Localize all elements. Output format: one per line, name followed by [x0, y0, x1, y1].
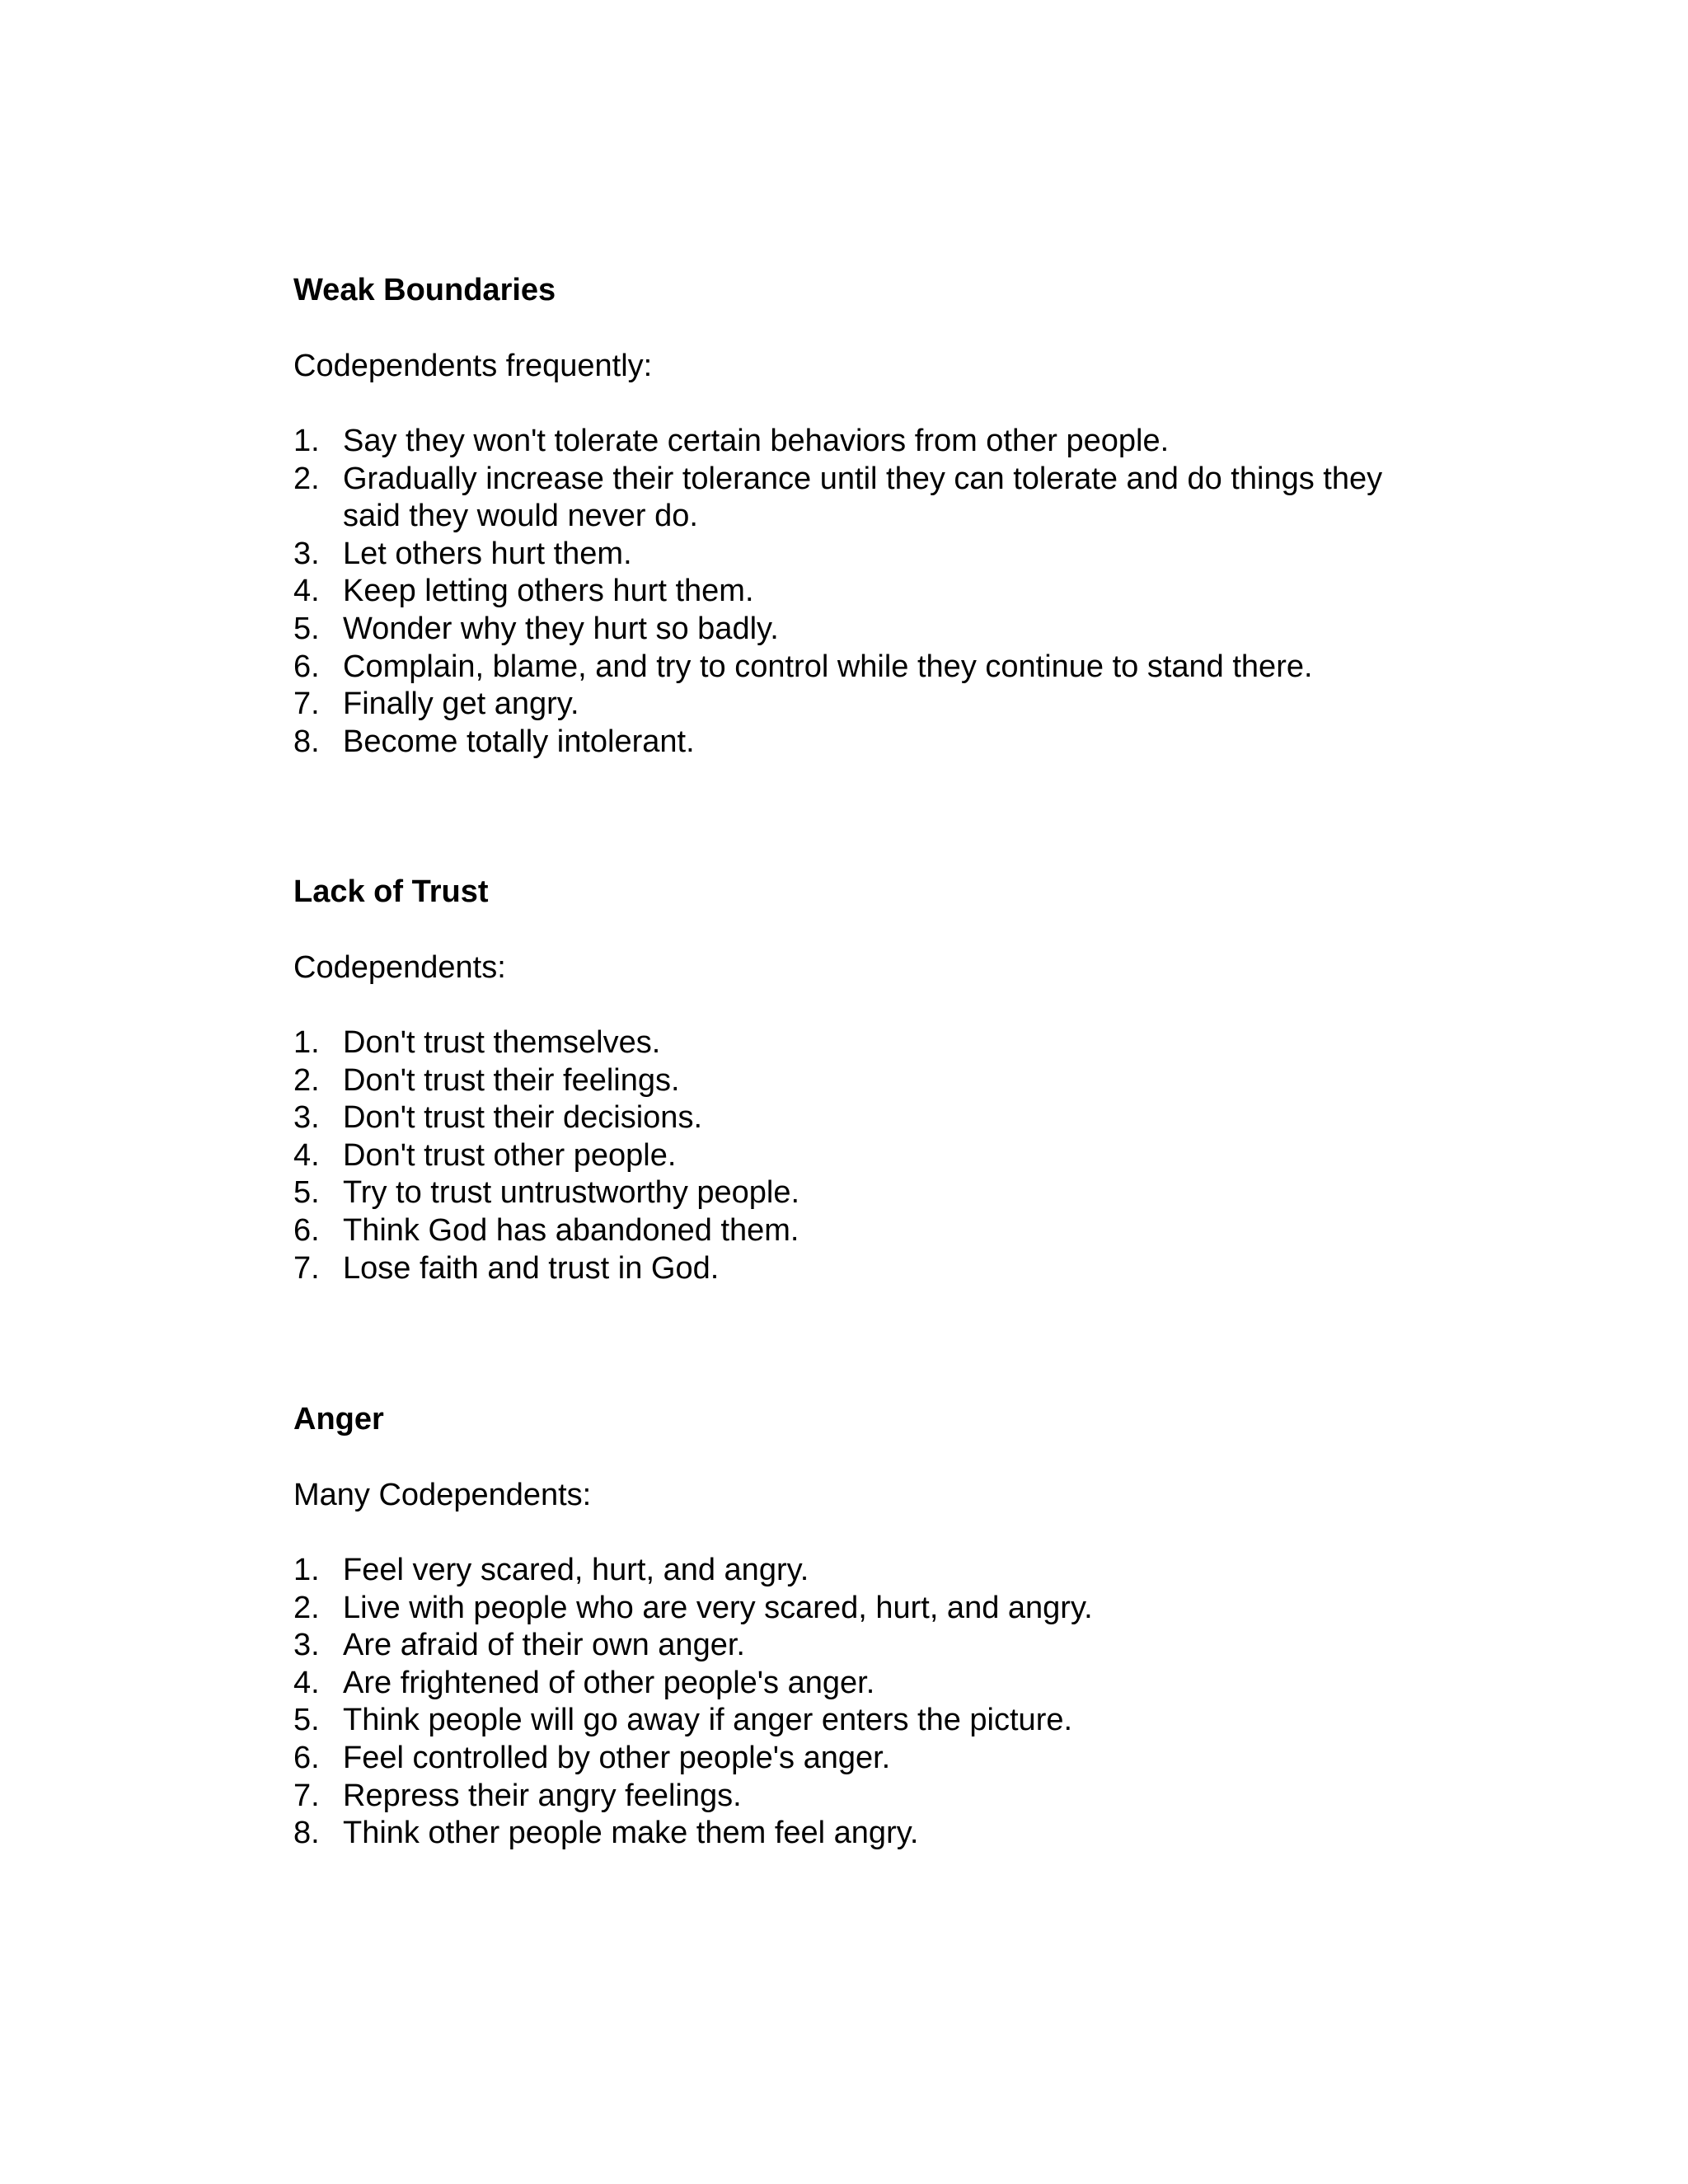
list-number: 4. [293, 1665, 320, 1700]
list-item [293, 1174, 1447, 1212]
section-anger [293, 1400, 1447, 1853]
list-number: 6. [293, 649, 320, 684]
list-number: 1. [293, 1025, 320, 1060]
list-item [293, 1702, 1447, 1740]
list-item-text: Repress their angry feelings. [343, 1778, 742, 1813]
list-number: 7. [293, 1778, 320, 1813]
list-number: 2. [293, 1590, 320, 1625]
list-item [293, 1778, 1447, 1816]
list-item [293, 1024, 1447, 1062]
list-item-text: Try to trust untrustworthy people. [343, 1175, 800, 1211]
list-item-text: Feel controlled by other people's anger. [343, 1740, 891, 1775]
section-heading: Anger [293, 1402, 384, 1436]
list-number: 6. [293, 1740, 320, 1775]
section-weak-boundaries [293, 271, 1447, 761]
list-item-text: Complain, blame, and try to control while they continue to stand there. [343, 649, 1313, 684]
list-item-text: Become totally intolerant. [343, 724, 695, 759]
list-item [293, 1099, 1447, 1137]
list-item [293, 536, 1447, 574]
list-item-text: Think God has abandoned them. [343, 1212, 799, 1248]
section-intro: Codependents: [293, 950, 506, 985]
list-number: 1. [293, 1553, 320, 1587]
list-item [293, 1590, 1447, 1628]
list-item [293, 573, 1447, 611]
section-intro: Many Codependents: [293, 1478, 592, 1512]
list-number: 1. [293, 424, 320, 458]
numbered-list [293, 1552, 1447, 1853]
list-item-text: Don't trust other people. [343, 1137, 677, 1173]
list-number: 4. [293, 574, 320, 609]
numbered-list [293, 423, 1447, 761]
list-item [293, 724, 1447, 762]
section-heading: Weak Boundaries [293, 273, 556, 307]
list-number: 8. [293, 724, 320, 759]
list-item-text: Finally get angry. [343, 687, 579, 722]
list-number: 6. [293, 1212, 320, 1248]
list-number: 7. [293, 687, 320, 722]
list-number: 5. [293, 1175, 320, 1211]
list-item [293, 611, 1447, 649]
list-item [293, 1665, 1447, 1703]
section-intro: Codependents frequently: [293, 349, 653, 383]
list-item [293, 1212, 1447, 1250]
list-item [293, 686, 1447, 724]
list-number: 4. [293, 1137, 320, 1173]
list-item-text: Keep letting others hurt them. [343, 574, 754, 609]
list-item-text: Are afraid of their own anger. [343, 1628, 745, 1663]
list-item [293, 1137, 1447, 1175]
list-item-text: Feel very scared, hurt, and angry. [343, 1553, 809, 1587]
list-number: 5. [293, 611, 320, 646]
list-number: 7. [293, 1250, 320, 1286]
list-item-text: Live with people who are very scared, hurt, and angry. [343, 1590, 1093, 1625]
list-item-text: Don't trust themselves. [343, 1025, 661, 1060]
list-item-text: Think people will go away if anger enters the picture. [343, 1703, 1073, 1738]
list-item-text: Don't trust their decisions. [343, 1100, 702, 1136]
list-item [293, 649, 1447, 687]
list-number: 8. [293, 1816, 320, 1851]
list-item-text: Let others hurt them. [343, 536, 632, 571]
list-item-text: Are frightened of other people's anger. [343, 1665, 875, 1700]
list-item [293, 1062, 1447, 1100]
list-item [293, 1815, 1447, 1853]
list-item [293, 1740, 1447, 1778]
list-number: 3. [293, 1100, 320, 1136]
section-lack-of-trust [293, 873, 1447, 1287]
list-item [293, 1627, 1447, 1665]
list-item-text: Don't trust their feelings. [343, 1062, 680, 1098]
list-number: 5. [293, 1703, 320, 1738]
list-item-text: Say they won't tolerate certain behaviors from other people. [343, 424, 1170, 458]
list-item-text: Wonder why they hurt so badly. [343, 611, 779, 646]
section-heading: Lack of Trust [293, 874, 489, 909]
numbered-list [293, 1024, 1447, 1287]
list-item [293, 461, 1447, 536]
list-number: 2. [293, 1062, 320, 1098]
list-number: 3. [293, 1628, 320, 1663]
list-item [293, 1250, 1447, 1288]
list-item-text: Gradually increase their tolerance until they can tolerate and do things they said they would never do. [343, 461, 1383, 534]
list-number: 2. [293, 461, 320, 496]
list-item-text: Lose faith and trust in God. [343, 1250, 720, 1286]
list-item [293, 1552, 1447, 1590]
list-number: 3. [293, 536, 320, 571]
list-item [293, 423, 1447, 461]
list-item-text: Think other people make them feel angry. [343, 1816, 919, 1851]
